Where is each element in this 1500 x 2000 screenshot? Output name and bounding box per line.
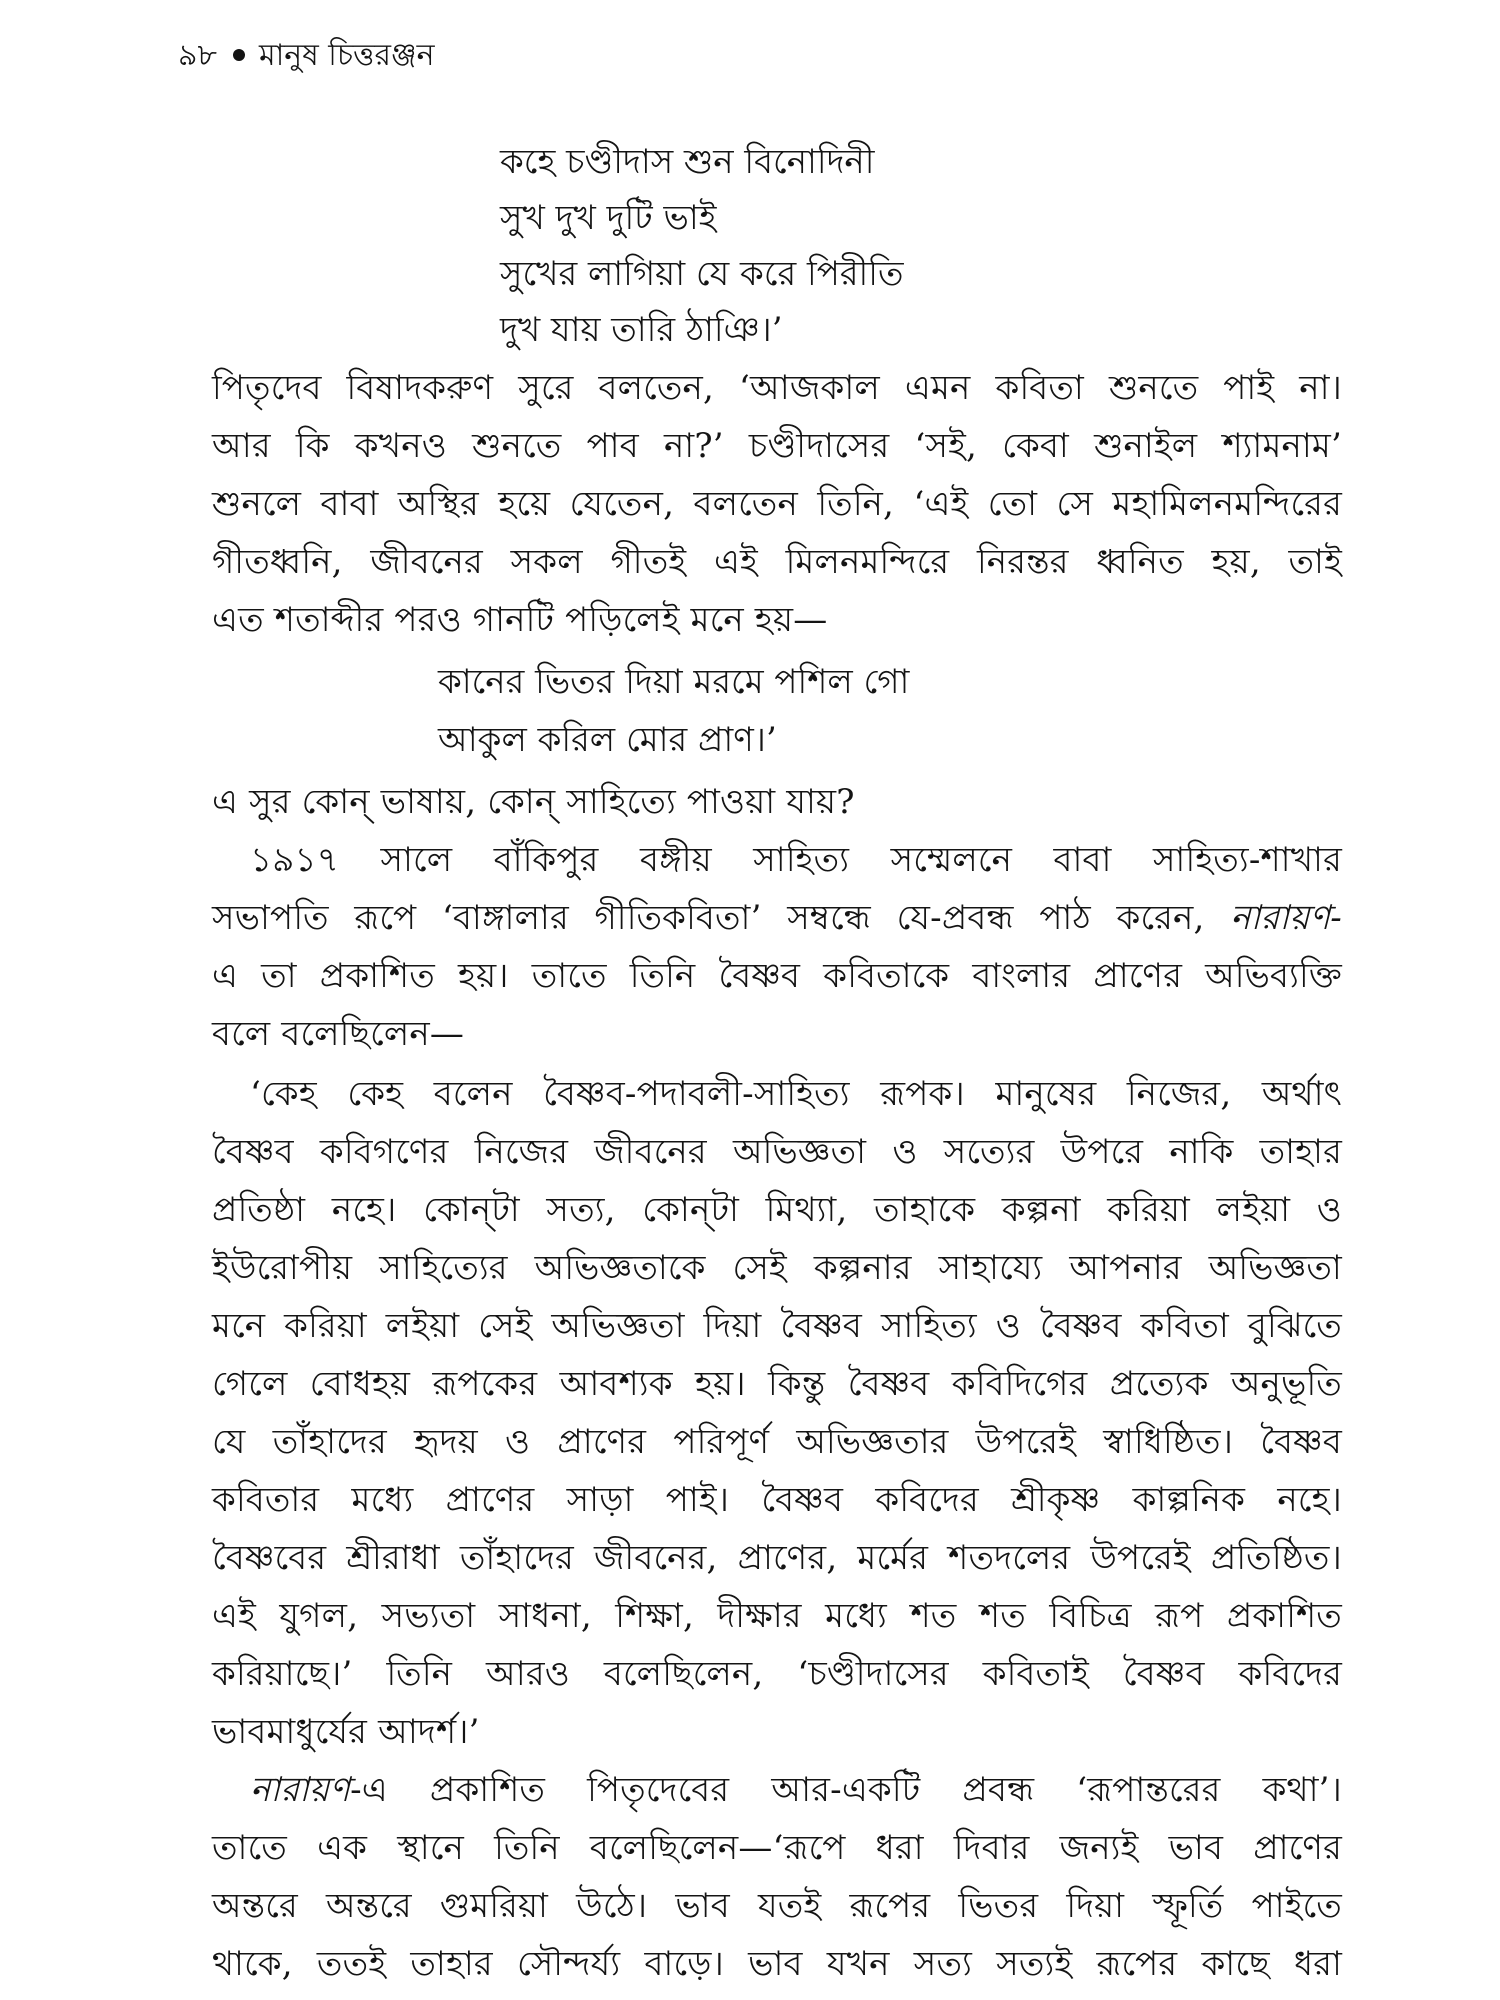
paragraph-line: বলে বলেছিলেন— — [212, 1014, 465, 1054]
paragraph-line: সভাপতি রূপে ‘বাঙ্গালার গীতিকবিতা’ সম্বন্ধে যে-প্রবন্ধ পাঠ করেন, নারায়ণ- — [212, 898, 1342, 938]
poem-line: সুখের লাগিয়া যে করে পিরীতি — [500, 254, 904, 294]
poem-line: দুখ যায় তারি ঠাঞি।’ — [500, 310, 783, 350]
quote-line: ‘কেহ কেহ বলেন বৈষ্ণব-পদাবলী-সাহিত্য রূপক। মানুষের নিজের, অর্থাৎ — [250, 1074, 1342, 1114]
paragraph-line: অন্তরে অন্তরে গুমরিয়া উঠে। ভাব যতই রূপের ভিতর দিয়া স্ফূর্তি পাইতে — [212, 1886, 1342, 1926]
italic-title: নারায়ণ — [250, 1770, 351, 1810]
italic-title: নারায়ণ- — [1230, 898, 1342, 938]
quote-line: যে তাঁহাদের হৃদয় ও প্রাণের পরিপূর্ণ অভিজ্ঞতার উপরেই স্বাধিষ্ঠিত। বৈষ্ণব — [212, 1422, 1342, 1462]
quote-line: ভাবমাধুর্যের আদর্শ।’ — [212, 1712, 480, 1752]
paragraph-line: এ তা প্রকাশিত হয়। তাতে তিনি বৈষ্ণব কবিতাকে বাংলার প্রাণের অভিব্যক্তি — [212, 956, 1342, 996]
poem-line: কানের ভিতর দিয়া মরমে পশিল গো — [438, 662, 910, 702]
poem-line: কহে চণ্ডীদাস শুন বিনোদিনী — [500, 142, 875, 182]
paragraph-line: এত শতাব্দীর পরও গানটি পড়িলেই মনে হয়— — [212, 600, 828, 640]
quote-line: করিয়াছে।’ তিনি আরও বলেছিলেন, ‘চণ্ডীদাসের কবিতাই বৈষ্ণব কবিদের — [212, 1654, 1342, 1694]
paragraph-line: পিতৃদেব বিষাদকরুণ সুরে বলতেন, ‘আজকাল এমন কবিতা শুনতে পাই না। — [212, 368, 1342, 408]
bullet-icon — [233, 49, 245, 61]
quote-line: গেলে বোধহয় রূপকের আবশ্যক হয়। কিন্তু বৈষ্ণব কবিদিগের প্রত্যেক অনুভূতি — [212, 1364, 1342, 1404]
paragraph-line: নারায়ণ-এ প্রকাশিত পিতৃদেবের আর-একটি প্রবন্ধ ‘রূপান্তরের কথা’। — [250, 1770, 1342, 1810]
paragraph-line: তাতে এক স্থানে তিনি বলেছিলেন—‘রূপে ধরা দিবার জন্যই ভাব প্রাণের — [212, 1828, 1342, 1868]
quote-line: বৈষ্ণব কবিগণের নিজের জীবনের অভিজ্ঞতা ও সত্যের উপরে নাকি তাহার — [212, 1132, 1342, 1172]
running-head — [178, 36, 435, 76]
poem-line: সুখ দুখ দুটি ভাই — [500, 198, 717, 238]
quote-line: ইউরোপীয় সাহিত্যের অভিজ্ঞতাকে সেই কল্পনার সাহায্যে আপনার অভিজ্ঞতা — [212, 1248, 1342, 1288]
paragraph-line: ১৯১৭ সালে বাঁকিপুর বঙ্গীয় সাহিত্য সম্মেলনে বাবা সাহিত্য-শাখার — [250, 840, 1342, 880]
quote-line: বৈষ্ণবের শ্রীরাধা তাঁহাদের জীবনের, প্রাণের, মর্মের শতদলের উপরেই প্রতিষ্ঠিত। — [212, 1538, 1342, 1578]
poem-line: আকুল করিল মোর প্রাণ।’ — [438, 720, 777, 760]
book-title: মানুষ চিত্তরঞ্জন — [258, 38, 435, 73]
paragraph-line: এ সুর কোন্‌ ভাষায়, কোন্‌ সাহিত্যে পাওয়া যায়? — [212, 782, 855, 822]
paragraph-line: গীতধ্বনি, জীবনের সকল গীতই এই মিলনমন্দিরে নিরন্তর ধ্বনিত হয়, তাই — [212, 542, 1342, 582]
quote-line: কবিতার মধ্যে প্রাণের সাড়া পাই। বৈষ্ণব কবিদের শ্রীকৃষ্ণ কাল্পনিক নহে। — [212, 1480, 1342, 1520]
page-number: ৯৮ — [178, 38, 217, 73]
paragraph-line: শুনলে বাবা অস্থির হয়ে যেতেন, বলতেন তিনি, ‘এই তো সে মহামিলনমন্দিরের — [212, 484, 1342, 524]
paragraph-line: আর কি কখনও শুনতে পাব না?’ চণ্ডীদাসের ‘সই, কেবা শুনাইল শ্যামনাম’ — [212, 426, 1342, 466]
quote-line: এই যুগল, সভ্যতা সাধনা, শিক্ষা, দীক্ষার মধ্যে শত শত বিচিত্র রূপ প্রকাশিত — [212, 1596, 1342, 1636]
quote-line: মনে করিয়া লইয়া সেই অভিজ্ঞতা দিয়া বৈষ্ণব সাহিত্য ও বৈষ্ণব কবিতা বুঝিতে — [212, 1306, 1342, 1346]
paragraph-line: থাকে, ততই তাহার সৌন্দর্য্য বাড়ে। ভাব যখন সত্য সত্যই রূপের কাছে ধরা — [212, 1944, 1342, 1984]
quote-line: প্রতিষ্ঠা নহে। কোন্‌টা সত্য, কোন্‌টা মিথ্যা, তাহাকে কল্পনা করিয়া লইয়া ও — [212, 1190, 1342, 1230]
